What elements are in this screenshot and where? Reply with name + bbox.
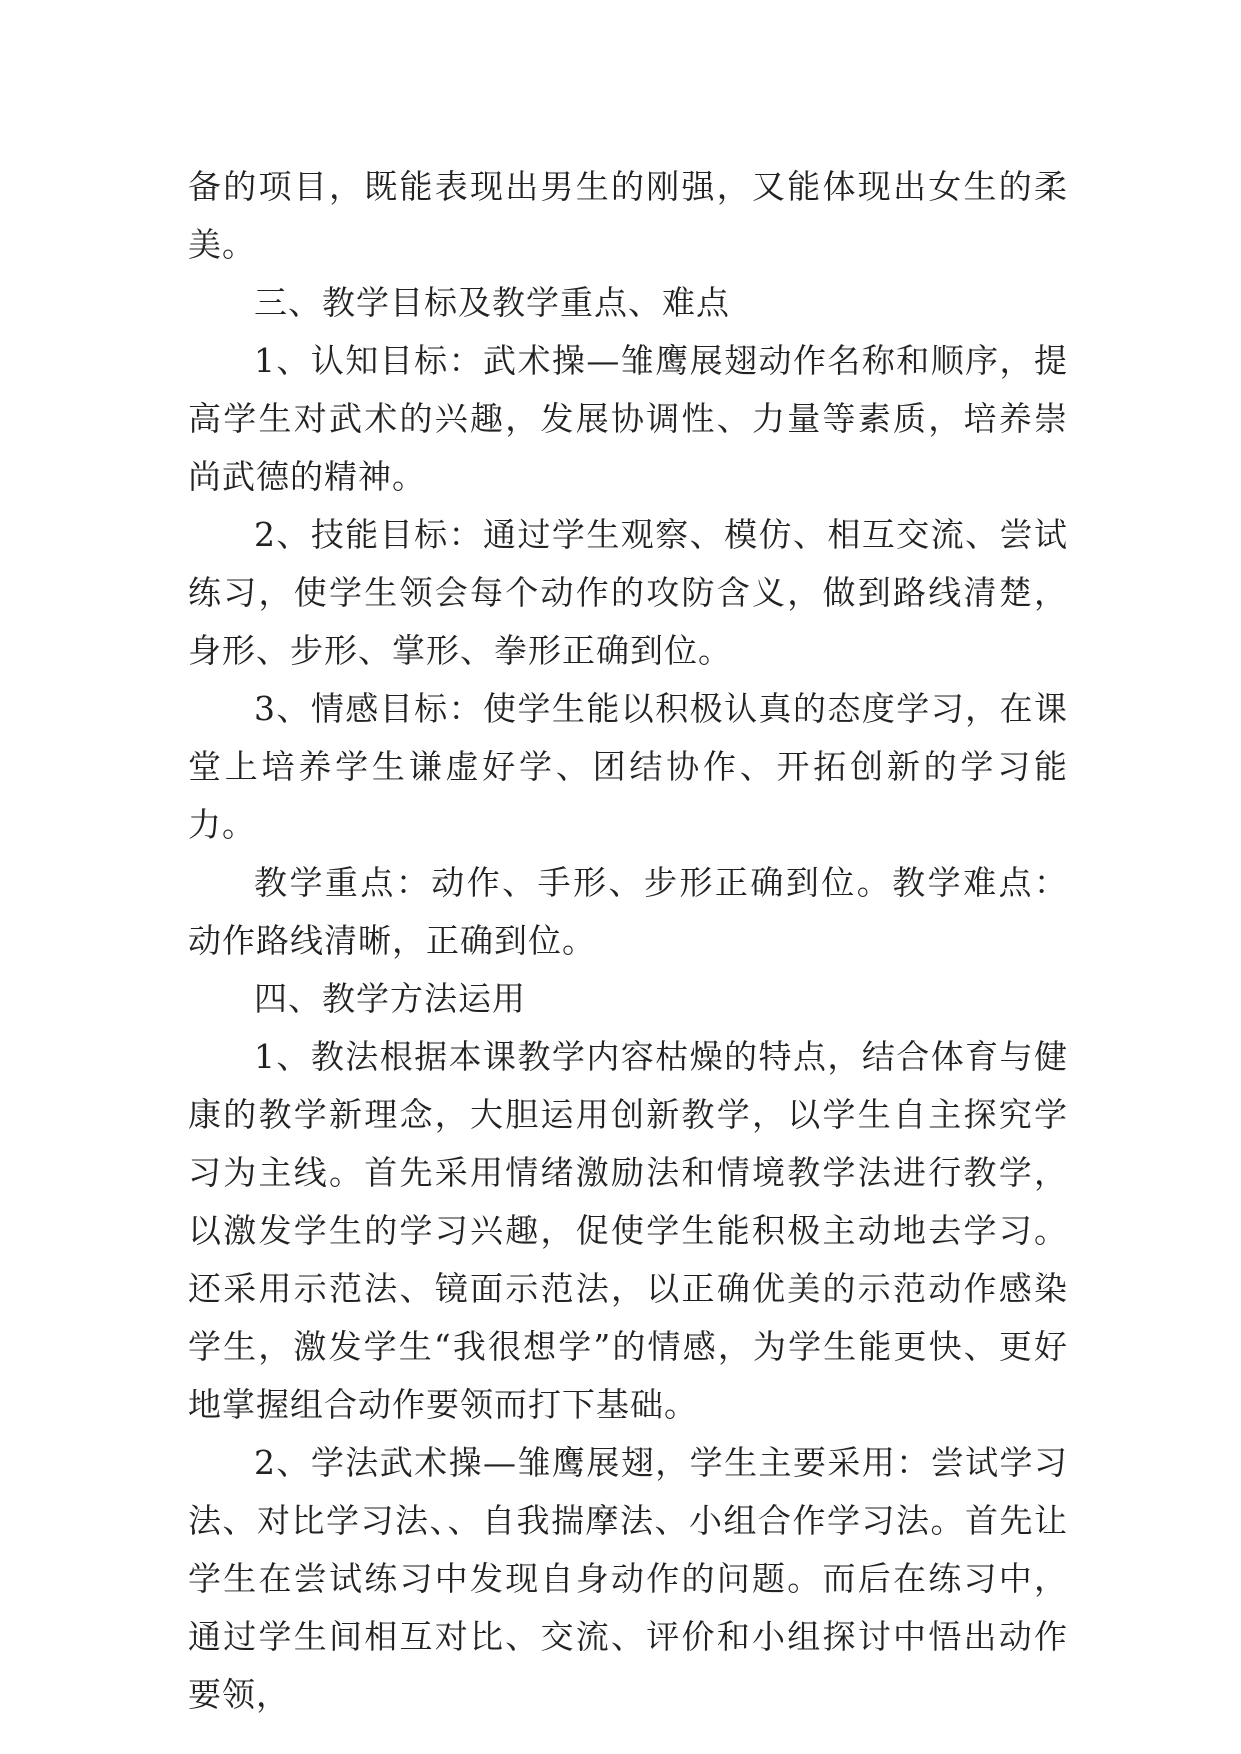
section-heading-three: 三、教学目标及教学重点、难点 [254, 283, 730, 322]
paragraph-cognitive-goal: 1、认知目标：武术操—雏鹰展翅动作名称和顺序，提高学生对武术的兴趣，发展协调性、力量等素质，培养崇尚武德的精神。 [188, 341, 1068, 496]
paragraph-continuation: 备的项目，既能表现出男生的刚强，又能体现出女生的柔美。 [188, 167, 1068, 264]
document-body [188, 158, 1068, 1724]
paragraph-learning-method: 2、学法武术操—雏鹰展翅，学生主要采用：尝试学习法、对比学习法、、自我揣摩法、小组合作学习法。首先让学生在尝试练习中发现自身动作的问题。而后在练习中，通过学生间相互对比、交流、评价和小组探讨中悟出动作要领， [188, 1443, 1068, 1714]
paragraph-teaching-method: 1、教法根据本课教学内容枯燥的特点，结合体育与健康的教学新理念，大胆运用创新教学，以学生自主探究学习为主线。首先采用情绪激励法和情境教学法进行教学，以激发学生的学习兴趣，促使学生能积极主动地去学习。还采用示范法、镜面示范法，以正确优美的示范动作感染学生，激发学生“我很想学”的情感，为学生能更快、更好地掌握组合动作要领而打下基础。 [188, 1037, 1068, 1424]
paragraph-skill-goal: 2、技能目标：通过学生观察、模仿、相互交流、尝试练习，使学生领会每个动作的攻防含义，做到路线清楚，身形、步形、掌形、拳形正确到位。 [188, 515, 1068, 670]
paragraph-key-points: 教学重点：动作、手形、步形正确到位。教学难点：动作路线清晰，正确到位。 [188, 863, 1068, 960]
paragraph-emotional-goal: 3、情感目标：使学生能以积极认真的态度学习，在课堂上培养学生谦虚好学、团结协作、开拓创新的学习能力。 [188, 689, 1068, 844]
section-heading-four: 四、教学方法运用 [254, 979, 526, 1018]
